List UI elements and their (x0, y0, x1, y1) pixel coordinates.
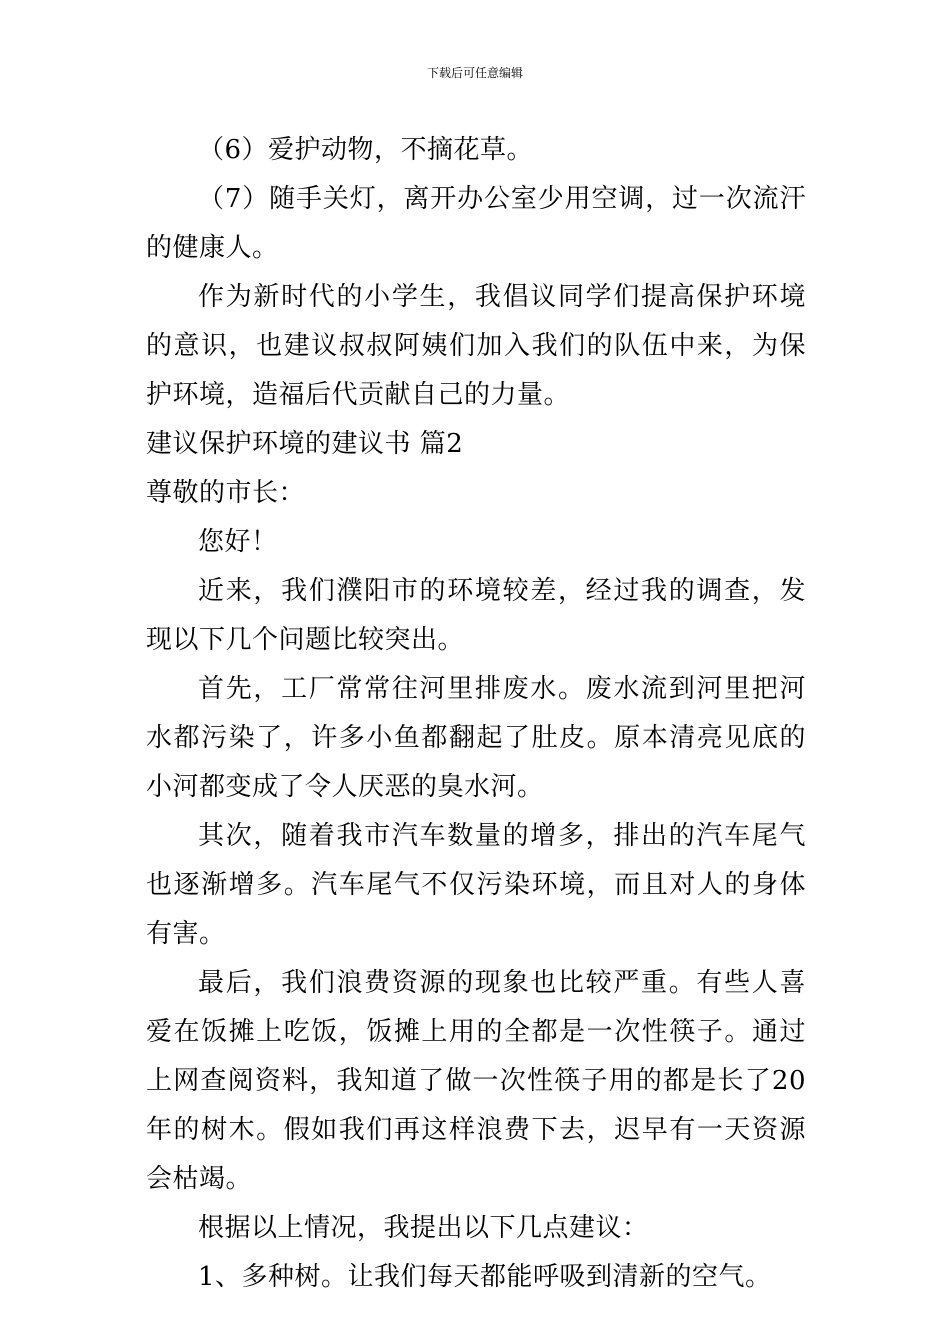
page-header: 下载后可任意编辑 (426, 66, 523, 80)
intro-paragraph: 近来，我们濮阳市的环境较差，经过我的调查，发现以下几个问题比较突出。 (146, 576, 806, 655)
list-item-6: （6）爱护动物，不摘花草。 (198, 135, 534, 165)
suggestion-1: 1、多种树。让我们每天都能呼吸到清新的空气。 (198, 1262, 772, 1292)
second-problem-paragraph: 其次，随着我市汽车数量的增多，排出的汽车尾气也逐渐增多。汽车尾气不仅污染环境，而且对人的身体有害。 (146, 821, 806, 949)
third-problem-paragraph: 最后，我们浪费资源的现象也比较严重。有些人喜爱在饭摊上吃饭，饭摊上用的全都是一次性筷子。通过上网查阅资料，我知道了做一次性筷子用的都是长了20年的树木。假如我们再这样浪费下去，迟早有一天资源会枯竭。 (146, 968, 806, 1194)
salutation: 尊敬的市长： (146, 478, 306, 508)
document-body (146, 126, 806, 1302)
greeting: 您好！ (198, 527, 278, 557)
first-problem-paragraph: 首先，工厂常常往河里排废水。废水流到河里把河水都污染了，许多小鱼都翻起了肚皮。原本清亮见底的小河都变成了令人厌恶的臭水河。 (146, 674, 806, 802)
section-heading: 建议保护环境的建议书 篇2 (146, 429, 464, 459)
list-item-7: （7）随手关灯，离开办公室少用空调，过一次流汗的健康人。 (146, 184, 806, 263)
suggestions-intro: 根据以上情况，我提出以下几点建议： (198, 1213, 649, 1243)
closing-paragraph: 作为新时代的小学生，我倡议同学们提高保护环境的意识，也建议叔叔阿姨们加入我们的队伍中来，为保护环境，造福后代贡献自己的力量。 (146, 282, 806, 410)
